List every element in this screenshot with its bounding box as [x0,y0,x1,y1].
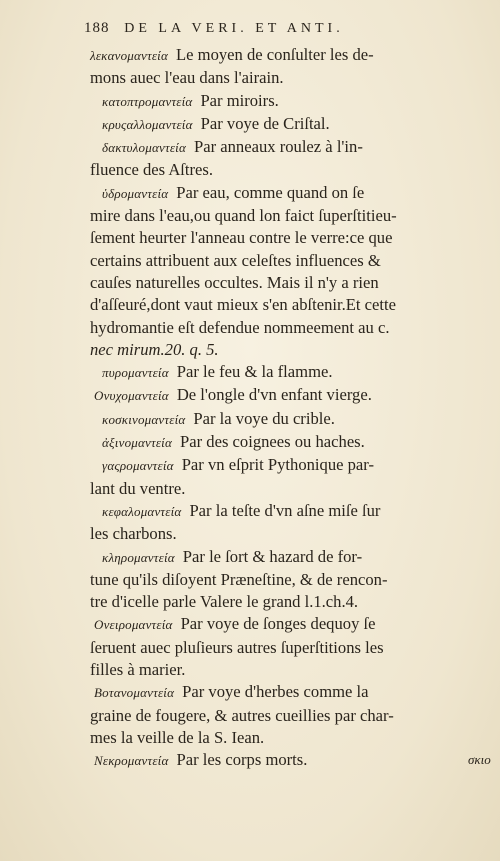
entry-line: filles à marier. [90,660,186,680]
entry-line: ſeruent auec pluſieurs autres ſuperſtitions les [90,637,384,657]
body-text [90,44,470,773]
page-number: 188 [84,20,110,36]
entry-line: tune qu'ils diſoyent Præneſtine, & de rencon- [90,569,388,589]
greek-term: κληρομαντεία [102,549,175,565]
greek-term: πυρομαντεία [102,365,169,381]
greek-term: Νεκρομαντεία [94,753,169,769]
entry-line: δακτυλομαντεία Par anneaux roulez à l'in- [102,137,363,157]
citation: nec mirum.20. q. 5. [90,339,219,359]
entry-line: fluence des Aſtres. [90,160,214,180]
entry-line: certains attribuent aux celeſtes influences & [90,250,381,270]
entry-line: κληρομαντεία Par le ſort & hazard de for- [102,546,363,566]
entry-line: Νεκρομαντεία Par les corps morts. [94,750,308,770]
entry-line: Ονειρομαντεία Par voye de ſonges dequoy ſe [94,614,376,634]
running-title: DE LA VERI. ET ANTI. [124,21,344,36]
running-header [84,20,470,37]
entry-line: les charbons. [90,524,177,544]
entry-line: κεφαλομαντεία Par la teſte d'vn aſne miſe ſur [102,500,381,520]
entry-line: κρυςαλλομαντεία Par voye de Criſtal. [102,113,330,133]
catchword: σκιο [468,752,491,767]
entry-line: Βοτανομαντεία Par voye d'herbes comme la [94,682,369,702]
entry-line: ἀξινομαντεία Par des coignees ou haches. [102,432,365,452]
entry-line: mire dans l'eau,ou quand lon faict ſuperſtitieu- [90,206,397,226]
entry-line: cauſes naturelles occultes. Mais il n'y a rien [90,272,379,292]
entry-line: ſement heurter l'anneau contre le verre:ce que [90,228,393,248]
entry-line: λεκανομαντεία Le moyen de conſulter les de- [90,45,374,64]
greek-term: λεκανομαντεία [90,48,169,63]
entry-line: ὑδρομαντεία Par eau, comme quand on ſe [102,182,365,202]
entry-line: tre d'icelle parle Valere le grand l.1.ch.4. [90,592,359,612]
entry-line: lant du ventre. [90,478,186,498]
entry-line: graine de fougere, & autres cueillies par char- [90,705,394,725]
entry-line: γαςρομαντεία Par vn eſprit Pythonique par- [102,455,375,475]
greek-term: κοσκινομαντεία [102,411,186,427]
greek-term: κατοπτρομαντεία [102,93,193,109]
greek-term: Ονυχομαντεία [94,388,169,404]
entry-line: κατοπτρομαντεία Par miroirs. [102,90,279,110]
greek-term: κρυςαλλομαντεία [102,116,193,132]
entry-line: d'aſſeuré,dont vaut mieux s'en abſtenir.Et cette [90,295,396,315]
greek-term: ὑδρομαντεία [102,185,169,201]
entry-line: πυρομαντεία Par le feu & la flamme. [102,362,333,382]
entry-line: Ονυχομαντεία De l'ongle d'vn enfant vierge. [94,385,372,405]
entry-line: κοσκινομαντεία Par la voye du crible. [102,408,335,428]
greek-term: Βοτανομαντεία [94,685,175,701]
entry-line [90,339,470,361]
entry-line: mes la veille de la S. Iean. [90,727,265,747]
greek-term: Ονειρομαντεία [94,617,173,633]
greek-term: γαςρομαντεία [102,458,174,474]
greek-term: ἀξινομαντεία [102,435,173,451]
greek-term: δακτυλομαντεία [102,140,186,156]
greek-term: κεφαλομαντεία [102,503,182,519]
entry-line: mons auec l'eau dans l'airain. [90,68,284,88]
entry-line: hydromantie eſt defendue nommeement au c. [90,317,390,337]
